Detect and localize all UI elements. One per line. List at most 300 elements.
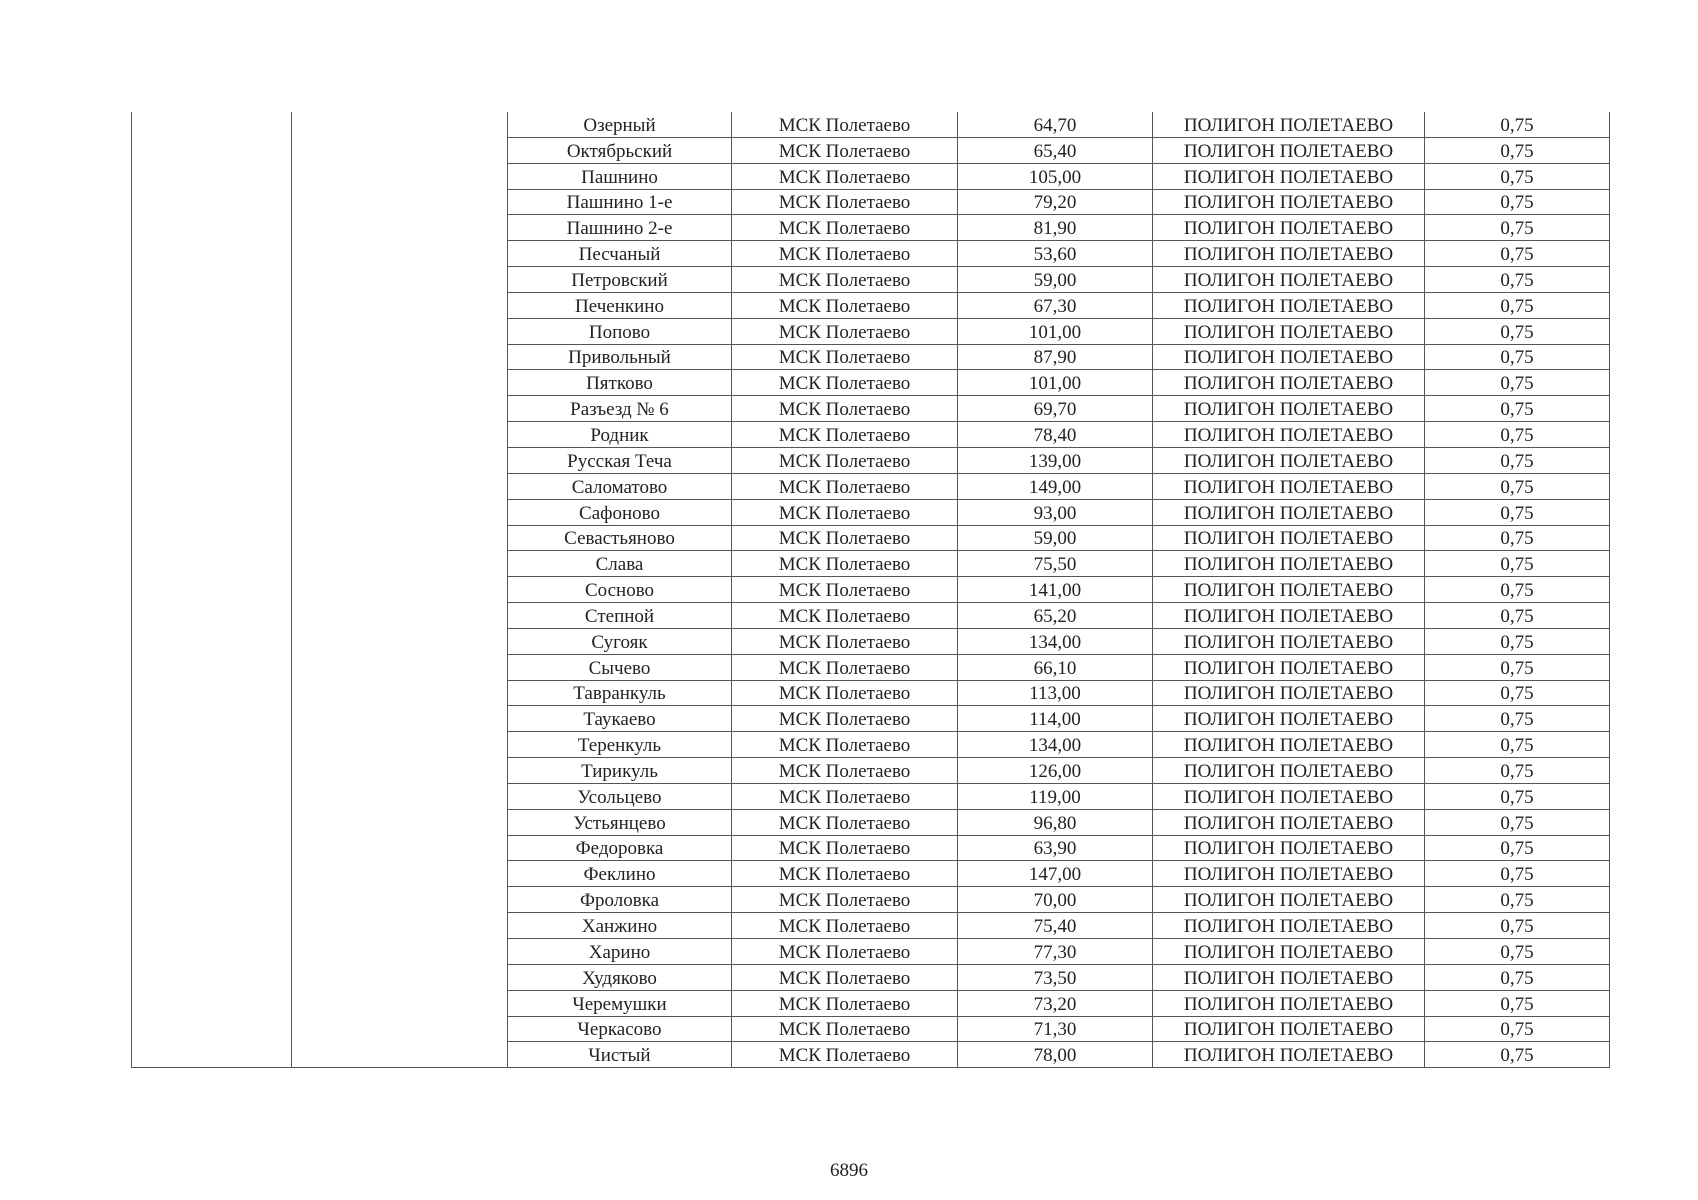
empty-cell bbox=[132, 396, 292, 422]
operator-text: МСК Полетаево bbox=[778, 295, 911, 317]
coefficient-text: 0,75 bbox=[1500, 786, 1534, 808]
empty-cell bbox=[292, 577, 508, 603]
settlement-cell bbox=[508, 990, 732, 1016]
destination-cell bbox=[1153, 551, 1425, 577]
settlement-cell bbox=[508, 783, 732, 809]
destination-cell bbox=[1153, 112, 1425, 137]
settlement-cell bbox=[508, 137, 732, 163]
settlement-cell bbox=[508, 913, 732, 939]
empty-cell bbox=[132, 809, 292, 835]
coefficient-text: 0,75 bbox=[1500, 476, 1534, 498]
destination-text: ПОЛИГОН ПОЛЕТАЕВО bbox=[1183, 657, 1394, 679]
destination-cell bbox=[1153, 163, 1425, 189]
destination-text: ПОЛИГОН ПОЛЕТАЕВО bbox=[1183, 967, 1394, 989]
empty-cell bbox=[292, 732, 508, 758]
table-row bbox=[132, 473, 1610, 499]
coefficient-cell bbox=[1425, 1016, 1610, 1042]
settlement-cell bbox=[508, 163, 732, 189]
destination-cell bbox=[1153, 628, 1425, 654]
coefficient-cell bbox=[1425, 447, 1610, 473]
operator-text: МСК Полетаево bbox=[778, 140, 911, 162]
distance-cell bbox=[958, 267, 1153, 293]
coefficient-text: 0,75 bbox=[1500, 993, 1534, 1015]
destination-cell bbox=[1153, 939, 1425, 965]
destination-text: ПОЛИГОН ПОЛЕТАЕВО bbox=[1183, 709, 1394, 731]
distance-text: 75,50 bbox=[1033, 554, 1077, 576]
destination-cell bbox=[1153, 577, 1425, 603]
empty-cell bbox=[292, 112, 508, 137]
empty-cell bbox=[132, 499, 292, 525]
coefficient-cell bbox=[1425, 861, 1610, 887]
operator-text: МСК Полетаево bbox=[778, 605, 911, 627]
operator-cell bbox=[732, 163, 958, 189]
destination-text: ПОЛИГОН ПОЛЕТАЕВО bbox=[1183, 683, 1394, 705]
destination-text: ПОЛИГОН ПОЛЕТАЕВО bbox=[1183, 1019, 1394, 1041]
destination-cell bbox=[1153, 861, 1425, 887]
empty-cell bbox=[292, 706, 508, 732]
distance-text: 147,00 bbox=[1028, 864, 1082, 886]
operator-cell bbox=[732, 603, 958, 629]
coefficient-text: 0,75 bbox=[1500, 916, 1534, 937]
operator-cell bbox=[732, 964, 958, 990]
settlement-text: Сосново bbox=[584, 580, 655, 602]
coefficient-text: 0,75 bbox=[1500, 140, 1534, 162]
distance-text: 65,20 bbox=[1033, 605, 1077, 627]
coefficient-text: 0,75 bbox=[1500, 605, 1534, 627]
settlement-text: Ханжино bbox=[581, 916, 658, 937]
distance-cell bbox=[958, 913, 1153, 939]
operator-cell bbox=[732, 551, 958, 577]
empty-cell bbox=[292, 499, 508, 525]
empty-cell bbox=[132, 732, 292, 758]
distance-cell bbox=[958, 112, 1153, 137]
operator-text: МСК Полетаево bbox=[778, 735, 911, 757]
operator-cell bbox=[732, 318, 958, 344]
operator-text: МСК Полетаево bbox=[778, 244, 911, 266]
table-row bbox=[132, 758, 1610, 784]
operator-cell bbox=[732, 990, 958, 1016]
settlement-text: Петровский bbox=[571, 269, 668, 291]
coefficient-cell bbox=[1425, 577, 1610, 603]
operator-text: МСК Полетаево bbox=[778, 993, 911, 1015]
table-row bbox=[132, 189, 1610, 215]
destination-text: ПОЛИГОН ПОЛЕТАЕВО bbox=[1183, 295, 1394, 317]
destination-text: ПОЛИГОН ПОЛЕТАЕВО bbox=[1183, 399, 1394, 421]
destination-text: ПОЛИГОН ПОЛЕТАЕВО bbox=[1183, 993, 1394, 1015]
coefficient-cell bbox=[1425, 215, 1610, 241]
settlement-cell bbox=[508, 318, 732, 344]
settlement-cell bbox=[508, 680, 732, 706]
coefficient-text: 0,75 bbox=[1500, 166, 1534, 188]
empty-cell bbox=[132, 783, 292, 809]
destination-text: ПОЛИГОН ПОЛЕТАЕВО bbox=[1183, 140, 1394, 162]
operator-text: МСК Полетаево bbox=[778, 631, 911, 653]
coefficient-cell bbox=[1425, 396, 1610, 422]
distance-text: 105,00 bbox=[1028, 166, 1082, 188]
table-row bbox=[132, 1042, 1610, 1068]
empty-cell bbox=[292, 628, 508, 654]
settlement-cell bbox=[508, 964, 732, 990]
settlement-text: Усольцево bbox=[577, 786, 662, 808]
distance-cell bbox=[958, 861, 1153, 887]
settlement-text: Пашнино bbox=[581, 166, 658, 188]
operator-text: МСК Полетаево bbox=[778, 114, 911, 136]
distance-cell bbox=[958, 344, 1153, 370]
distance-text: 101,00 bbox=[1028, 373, 1082, 395]
empty-cell bbox=[132, 939, 292, 965]
distance-text: 93,00 bbox=[1033, 502, 1077, 524]
operator-text: МСК Полетаево bbox=[778, 683, 911, 705]
empty-cell bbox=[132, 163, 292, 189]
table-row bbox=[132, 267, 1610, 293]
coefficient-cell bbox=[1425, 680, 1610, 706]
operator-cell bbox=[732, 189, 958, 215]
distance-text: 134,00 bbox=[1028, 735, 1082, 757]
distance-cell bbox=[958, 370, 1153, 396]
table-row bbox=[132, 964, 1610, 990]
settlement-cell bbox=[508, 603, 732, 629]
operator-cell bbox=[732, 783, 958, 809]
distance-cell bbox=[958, 887, 1153, 913]
empty-cell bbox=[292, 861, 508, 887]
table-body bbox=[132, 112, 1610, 1068]
table-row bbox=[132, 370, 1610, 396]
coefficient-cell bbox=[1425, 628, 1610, 654]
destination-text: ПОЛИГОН ПОЛЕТАЕВО bbox=[1183, 450, 1394, 472]
operator-text: МСК Полетаево bbox=[778, 1019, 911, 1041]
empty-cell bbox=[132, 215, 292, 241]
settlement-text: Устьянцево bbox=[573, 812, 666, 834]
empty-cell bbox=[132, 267, 292, 293]
distance-text: 96,80 bbox=[1033, 812, 1077, 834]
empty-cell bbox=[132, 887, 292, 913]
coefficient-cell bbox=[1425, 913, 1610, 939]
coefficient-text: 0,75 bbox=[1500, 580, 1534, 602]
destination-cell bbox=[1153, 835, 1425, 861]
empty-cell bbox=[292, 603, 508, 629]
settlement-cell bbox=[508, 292, 732, 318]
settlement-text: Пашнино 2-е bbox=[566, 218, 673, 240]
distance-cell bbox=[958, 473, 1153, 499]
settlement-text: Федоровка bbox=[575, 838, 664, 860]
table-row bbox=[132, 163, 1610, 189]
destination-text: ПОЛИГОН ПОЛЕТАЕВО bbox=[1183, 347, 1394, 369]
operator-cell bbox=[732, 706, 958, 732]
destination-cell bbox=[1153, 732, 1425, 758]
empty-cell bbox=[292, 939, 508, 965]
distance-cell bbox=[958, 1042, 1153, 1068]
operator-text: МСК Полетаево bbox=[778, 1045, 911, 1067]
operator-text: МСК Полетаево bbox=[778, 399, 911, 421]
operator-cell bbox=[732, 654, 958, 680]
distance-cell bbox=[958, 706, 1153, 732]
operator-cell bbox=[732, 241, 958, 267]
distance-text: 141,00 bbox=[1028, 580, 1082, 602]
empty-cell bbox=[132, 292, 292, 318]
destination-text: ПОЛИГОН ПОЛЕТАЕВО bbox=[1183, 580, 1394, 602]
coefficient-text: 0,75 bbox=[1500, 864, 1534, 886]
coefficient-cell bbox=[1425, 473, 1610, 499]
destination-text: ПОЛИГОН ПОЛЕТАЕВО bbox=[1183, 166, 1394, 188]
settlement-text: Озерный bbox=[583, 114, 656, 136]
empty-cell bbox=[132, 551, 292, 577]
coefficient-text: 0,75 bbox=[1500, 709, 1534, 731]
distance-cell bbox=[958, 551, 1153, 577]
operator-text: МСК Полетаево bbox=[778, 373, 911, 395]
empty-cell bbox=[292, 887, 508, 913]
destination-text: ПОЛИГОН ПОЛЕТАЕВО bbox=[1183, 114, 1394, 136]
destination-cell bbox=[1153, 137, 1425, 163]
operator-text: МСК Полетаево bbox=[778, 657, 911, 679]
settlement-cell bbox=[508, 1042, 732, 1068]
coefficient-text: 0,75 bbox=[1500, 890, 1534, 912]
coefficient-text: 0,75 bbox=[1500, 838, 1534, 860]
empty-cell bbox=[292, 163, 508, 189]
settlement-cell bbox=[508, 654, 732, 680]
coefficient-text: 0,75 bbox=[1500, 450, 1534, 472]
destination-text: ПОЛИГОН ПОЛЕТАЕВО bbox=[1183, 269, 1394, 291]
destination-text: ПОЛИГОН ПОЛЕТАЕВО bbox=[1183, 218, 1394, 240]
coefficient-cell bbox=[1425, 344, 1610, 370]
settlement-cell bbox=[508, 499, 732, 525]
table-row bbox=[132, 628, 1610, 654]
settlement-text: Октябрьский bbox=[566, 140, 673, 162]
coefficient-cell bbox=[1425, 783, 1610, 809]
destination-cell bbox=[1153, 913, 1425, 939]
coefficient-cell bbox=[1425, 292, 1610, 318]
empty-cell bbox=[132, 422, 292, 448]
empty-cell bbox=[292, 267, 508, 293]
coefficient-text: 0,75 bbox=[1500, 192, 1534, 214]
settlement-cell bbox=[508, 447, 732, 473]
distance-cell bbox=[958, 628, 1153, 654]
coefficient-text: 0,75 bbox=[1500, 1045, 1534, 1067]
destination-text: ПОЛИГОН ПОЛЕТАЕВО bbox=[1183, 631, 1394, 653]
empty-cell bbox=[292, 137, 508, 163]
empty-cell bbox=[132, 473, 292, 499]
settlement-text: Сугояк bbox=[591, 631, 648, 653]
distance-text: 64,70 bbox=[1033, 114, 1077, 136]
coefficient-cell bbox=[1425, 732, 1610, 758]
distance-text: 67,30 bbox=[1033, 295, 1077, 317]
empty-cell bbox=[132, 370, 292, 396]
destination-cell bbox=[1153, 267, 1425, 293]
destination-text: ПОЛИГОН ПОЛЕТАЕВО bbox=[1183, 941, 1394, 963]
empty-cell bbox=[292, 241, 508, 267]
operator-text: МСК Полетаево bbox=[778, 941, 911, 963]
operator-text: МСК Полетаево bbox=[778, 450, 911, 472]
distance-text: 73,50 bbox=[1033, 967, 1077, 989]
destination-text: ПОЛИГОН ПОЛЕТАЕВО bbox=[1183, 244, 1394, 266]
empty-cell bbox=[132, 447, 292, 473]
empty-cell bbox=[132, 706, 292, 732]
destination-text: ПОЛИГОН ПОЛЕТАЕВО bbox=[1183, 321, 1394, 343]
distance-text: 69,70 bbox=[1033, 399, 1077, 421]
settlement-cell bbox=[508, 525, 732, 551]
table-row bbox=[132, 783, 1610, 809]
coefficient-cell bbox=[1425, 887, 1610, 913]
coefficient-text: 0,75 bbox=[1500, 631, 1534, 653]
table-row bbox=[132, 525, 1610, 551]
destination-text: ПОЛИГОН ПОЛЕТАЕВО bbox=[1183, 760, 1394, 782]
coefficient-text: 0,75 bbox=[1500, 812, 1534, 834]
table-row bbox=[132, 499, 1610, 525]
table-row bbox=[132, 551, 1610, 577]
table-row bbox=[132, 344, 1610, 370]
settlement-text: Песчаный bbox=[578, 244, 661, 266]
operator-text: МСК Полетаево bbox=[778, 424, 911, 446]
empty-cell bbox=[132, 344, 292, 370]
empty-cell bbox=[292, 654, 508, 680]
distance-text: 134,00 bbox=[1028, 631, 1082, 653]
coefficient-text: 0,75 bbox=[1500, 373, 1534, 395]
empty-cell bbox=[132, 137, 292, 163]
empty-cell bbox=[292, 680, 508, 706]
settlement-cell bbox=[508, 809, 732, 835]
destination-cell bbox=[1153, 680, 1425, 706]
table-row bbox=[132, 939, 1610, 965]
operator-text: МСК Полетаево bbox=[778, 786, 911, 808]
settlement-text: Севастьяново bbox=[564, 528, 675, 550]
table-row bbox=[132, 990, 1610, 1016]
destination-text: ПОЛИГОН ПОЛЕТАЕВО bbox=[1183, 502, 1394, 524]
empty-cell bbox=[132, 112, 292, 137]
coefficient-text: 0,75 bbox=[1500, 760, 1534, 782]
settlement-text: Харино bbox=[588, 941, 651, 963]
empty-cell bbox=[132, 758, 292, 784]
empty-cell bbox=[292, 447, 508, 473]
distance-text: 66,10 bbox=[1033, 657, 1077, 679]
settlement-cell bbox=[508, 241, 732, 267]
coefficient-text: 0,75 bbox=[1500, 424, 1534, 446]
operator-cell bbox=[732, 913, 958, 939]
table-row bbox=[132, 861, 1610, 887]
distance-text: 59,00 bbox=[1033, 528, 1077, 550]
operator-text: МСК Полетаево bbox=[778, 554, 911, 576]
settlement-text: Сычево bbox=[588, 657, 651, 679]
destination-cell bbox=[1153, 964, 1425, 990]
empty-cell bbox=[292, 189, 508, 215]
distance-cell bbox=[958, 809, 1153, 835]
operator-cell bbox=[732, 267, 958, 293]
table-row bbox=[132, 732, 1610, 758]
empty-cell bbox=[132, 577, 292, 603]
operator-cell bbox=[732, 525, 958, 551]
operator-cell bbox=[732, 499, 958, 525]
destination-cell bbox=[1153, 241, 1425, 267]
table-row bbox=[132, 809, 1610, 835]
table-row bbox=[132, 112, 1610, 137]
distance-cell bbox=[958, 990, 1153, 1016]
table-row bbox=[132, 680, 1610, 706]
destination-text: ПОЛИГОН ПОЛЕТАЕВО bbox=[1183, 1045, 1394, 1067]
distance-cell bbox=[958, 189, 1153, 215]
settlement-text: Таукаево bbox=[583, 709, 656, 731]
distance-text: 119,00 bbox=[1029, 786, 1081, 808]
coefficient-text: 0,75 bbox=[1500, 269, 1534, 291]
distance-cell bbox=[958, 137, 1153, 163]
table-row bbox=[132, 654, 1610, 680]
distance-text: 126,00 bbox=[1028, 760, 1082, 782]
destination-text: ПОЛИГОН ПОЛЕТАЕВО bbox=[1183, 373, 1394, 395]
settlement-text: Печенкино bbox=[575, 295, 664, 317]
distance-cell bbox=[958, 939, 1153, 965]
operator-cell bbox=[732, 473, 958, 499]
settlement-cell bbox=[508, 939, 732, 965]
empty-cell bbox=[132, 654, 292, 680]
destination-cell bbox=[1153, 1016, 1425, 1042]
destination-text: ПОЛИГОН ПОЛЕТАЕВО bbox=[1183, 554, 1394, 576]
empty-cell bbox=[292, 344, 508, 370]
table-row bbox=[132, 913, 1610, 939]
destination-cell bbox=[1153, 189, 1425, 215]
empty-cell bbox=[292, 913, 508, 939]
destination-text: ПОЛИГОН ПОЛЕТАЕВО bbox=[1183, 838, 1394, 860]
settlement-cell bbox=[508, 422, 732, 448]
operator-cell bbox=[732, 732, 958, 758]
coefficient-cell bbox=[1425, 499, 1610, 525]
operator-cell bbox=[732, 137, 958, 163]
distance-cell bbox=[958, 835, 1153, 861]
destination-cell bbox=[1153, 887, 1425, 913]
coefficient-text: 0,75 bbox=[1500, 941, 1534, 963]
operator-cell bbox=[732, 628, 958, 654]
operator-cell bbox=[732, 680, 958, 706]
destination-text: ПОЛИГОН ПОЛЕТАЕВО bbox=[1183, 192, 1394, 214]
settlement-cell bbox=[508, 835, 732, 861]
operator-cell bbox=[732, 292, 958, 318]
empty-cell bbox=[132, 241, 292, 267]
operator-text: МСК Полетаево bbox=[778, 916, 911, 937]
destination-cell bbox=[1153, 447, 1425, 473]
operator-cell bbox=[732, 370, 958, 396]
distance-text: 81,90 bbox=[1033, 218, 1077, 240]
destination-text: ПОЛИГОН ПОЛЕТАЕВО bbox=[1183, 476, 1394, 498]
coefficient-text: 0,75 bbox=[1500, 502, 1534, 524]
destination-cell bbox=[1153, 318, 1425, 344]
settlement-text: Тавранкуль bbox=[573, 683, 666, 705]
coefficient-cell bbox=[1425, 1042, 1610, 1068]
coefficient-text: 0,75 bbox=[1500, 321, 1534, 343]
coefficient-text: 0,75 bbox=[1500, 528, 1534, 550]
settlement-cell bbox=[508, 577, 732, 603]
coefficient-cell bbox=[1425, 422, 1610, 448]
operator-cell bbox=[732, 577, 958, 603]
operator-text: МСК Полетаево bbox=[778, 760, 911, 782]
coefficient-text: 0,75 bbox=[1500, 967, 1534, 989]
distance-cell bbox=[958, 654, 1153, 680]
empty-cell bbox=[132, 318, 292, 344]
settlement-cell bbox=[508, 473, 732, 499]
settlement-text: Сафоново bbox=[579, 502, 660, 524]
coefficient-text: 0,75 bbox=[1500, 295, 1534, 317]
operator-text: МСК Полетаево bbox=[778, 709, 911, 731]
coefficient-cell bbox=[1425, 525, 1610, 551]
settlement-text: Родник bbox=[590, 424, 649, 446]
operator-text: МСК Полетаево bbox=[778, 812, 911, 834]
destination-cell bbox=[1153, 706, 1425, 732]
destination-text: ПОЛИГОН ПОЛЕТАЕВО bbox=[1183, 916, 1394, 937]
settlement-cell bbox=[508, 706, 732, 732]
destination-text: ПОЛИГОН ПОЛЕТАЕВО bbox=[1183, 735, 1394, 757]
distance-text: 114,00 bbox=[1029, 709, 1081, 731]
settlement-cell bbox=[508, 1016, 732, 1042]
coefficient-cell bbox=[1425, 964, 1610, 990]
distance-cell bbox=[958, 447, 1153, 473]
empty-cell bbox=[292, 809, 508, 835]
settlement-text: Саломатово bbox=[571, 476, 668, 498]
operator-text: МСК Полетаево bbox=[778, 528, 911, 550]
